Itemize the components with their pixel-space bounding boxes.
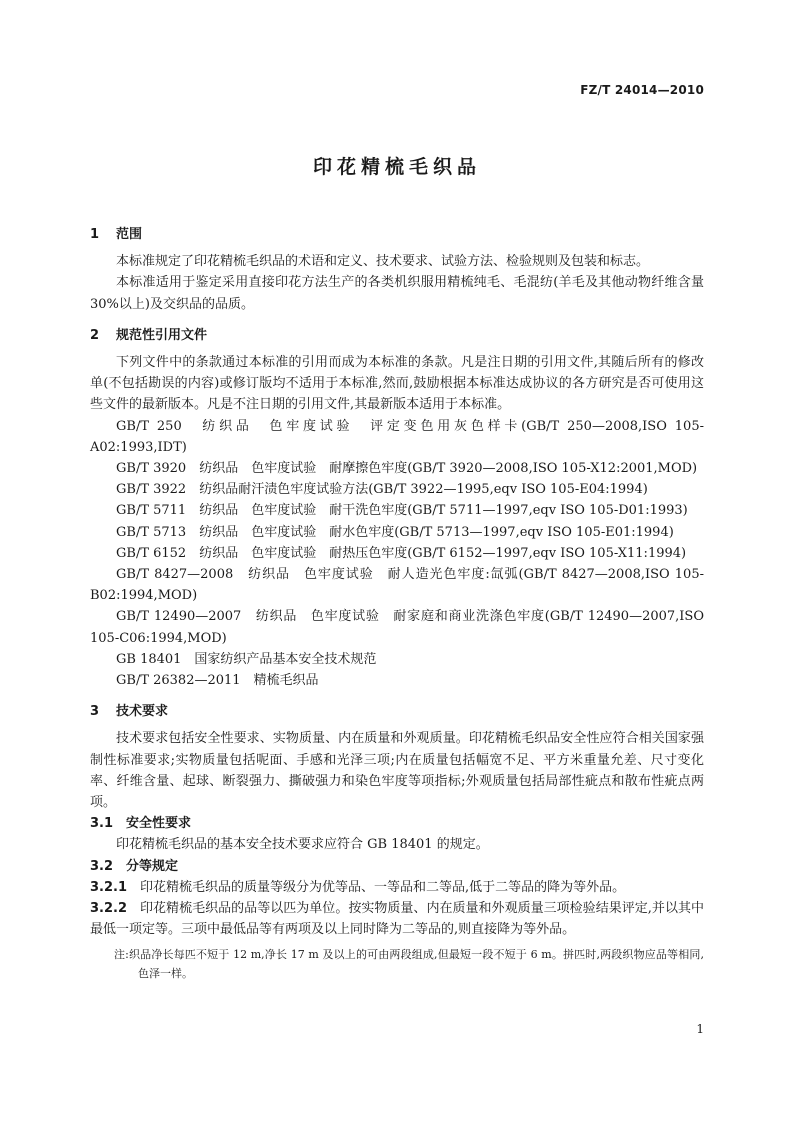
clause-3-2-1 xyxy=(90,877,704,898)
reference-item: GB/T 12490—2007 纺织品 色牢度试验 耐家庭和商业洗涤色牢度(GB/T 12490—2007,ISO 105-C06:1994,MOD) xyxy=(90,609,704,646)
subsection-number: 3.1 xyxy=(90,816,114,832)
section-number: 2 xyxy=(90,327,100,343)
reference-item: GB/T 8427—2008 纺织品 色牢度试验 耐人造光色牢度:氙弧(GB/T 8427—2008,ISO 105-B02:1994,MOD) xyxy=(90,567,704,604)
document-title: 印花精梳毛织品 xyxy=(312,156,481,178)
paragraph: 印花精梳毛织品的基本安全技术要求应符合 GB 18401 的规定。 xyxy=(116,837,489,853)
clause-number: 3.2.1 xyxy=(90,879,128,895)
section-number: 1 xyxy=(90,227,100,242)
paragraph: 本标准适用于鉴定采用直接印花方法生产的各类机织服用精梳纯毛、毛混纺(羊毛及其他动物纤维含量 30%以上)及交织品的品质。 xyxy=(90,275,704,312)
reference-item: GB 18401 国家纺织产品基本安全技术规范 xyxy=(116,651,377,667)
page-number: 1 xyxy=(696,1022,704,1036)
paragraph: 技术要求包括安全性要求、实物质量、内在质量和外观质量。印花精梳毛织品安全性应符合相关国家强制性标准要求;实物质量包括呢面、手感和光泽三项;内在质量包括幅宽不足、平方米重量允差、尺寸变化率、纤维含量、起球、断裂强力、撕破强力和染色牢度等项指标;外观质量包括局部性疵点和散布性疵点两项。 xyxy=(90,731,704,811)
document-body xyxy=(90,224,704,983)
section-heading-text: 规范性引用文件 xyxy=(116,327,208,343)
section-heading-text: 技术要求 xyxy=(116,704,169,720)
paragraph: 本标准规定了印花精梳毛织品的术语和定义、技术要求、试验方法、检验规则及包装和标志。 xyxy=(116,254,650,270)
reference-item: GB/T 3920 纺织品 色牢度试验 耐摩擦色牢度(GB/T 3920—2008,ISO 105-X12:2001,MOD) xyxy=(116,461,698,477)
subsection-heading-text: 分等规定 xyxy=(126,858,179,874)
subsection-heading-text: 安全性要求 xyxy=(126,816,192,832)
reference-item: GB/T 5711 纺织品 色牢度试验 耐干洗色牢度(GB/T 5711—1997,eqv ISO 105-D01:1993) xyxy=(116,503,688,519)
reference-item: GB/T 3922 纺织品耐汗渍色牢度试验方法(GB/T 3922—1995,eqv ISO 105-E04:1994) xyxy=(116,482,648,498)
section-number: 3 xyxy=(90,704,100,720)
clause-text: 印花精梳毛织品的品等以匹为单位。按实物质量、内在质量和外观质量三项检验结果评定,并以其中最低一项定等。三项中最低品等有两项及以上同时降为二等品的,则直接降为等外品。 xyxy=(90,901,704,938)
paragraph: 下列文件中的条款通过本标准的引用而成为本标准的条款。凡是注日期的引用文件,其随后所有的修改单(不包括勘误的内容)或修订版均不适用于本标准,然而,鼓励根据本标准达成协议的各方研究是否可使用这些文件的最新版本。凡是不注日期的引用文件,其最新版本适用于本标准。 xyxy=(90,355,704,413)
reference-item: GB/T 6152 纺织品 色牢度试验 耐热压色牢度(GB/T 6152—1997,eqv ISO 105-X11:1994) xyxy=(116,545,687,561)
clause-3-2-2 xyxy=(90,898,704,940)
reference-item: GB/T 26382—2011 精梳毛织品 xyxy=(116,673,319,689)
clause-text: 印花精梳毛织品的质量等级分为优等品、一等品和二等品,低于二等品的降为等外品。 xyxy=(140,879,626,895)
subsection-3-1-heading xyxy=(90,813,704,834)
section-3-heading xyxy=(90,701,704,722)
reference-item: GB/T 5713 纺织品 色牢度试验 耐水色牢度(GB/T 5713—1997,eqv ISO 105-E01:1994) xyxy=(116,524,674,540)
note: 注:织品净长每匹不短于 12 m,净长 17 m 及以上的可由两段组成,但最短一段不短于 6 m。拼匹时,两段织物应品等相同,色泽一样。 xyxy=(114,947,704,980)
section-2-heading xyxy=(90,325,704,346)
subsection-number: 3.2 xyxy=(90,858,114,874)
section-heading-text: 范围 xyxy=(116,227,143,242)
section-1-heading xyxy=(90,224,704,245)
reference-item: GB/T 250 纺织品 色牢度试验 评定变色用灰色样卡(GB/T 250—2008,ISO 105-A02:1993,IDT) xyxy=(90,418,704,455)
standard-number: FZ/T 24014—2010 xyxy=(580,83,704,97)
clause-number: 3.2.2 xyxy=(90,901,128,917)
subsection-3-2-heading xyxy=(90,856,704,877)
